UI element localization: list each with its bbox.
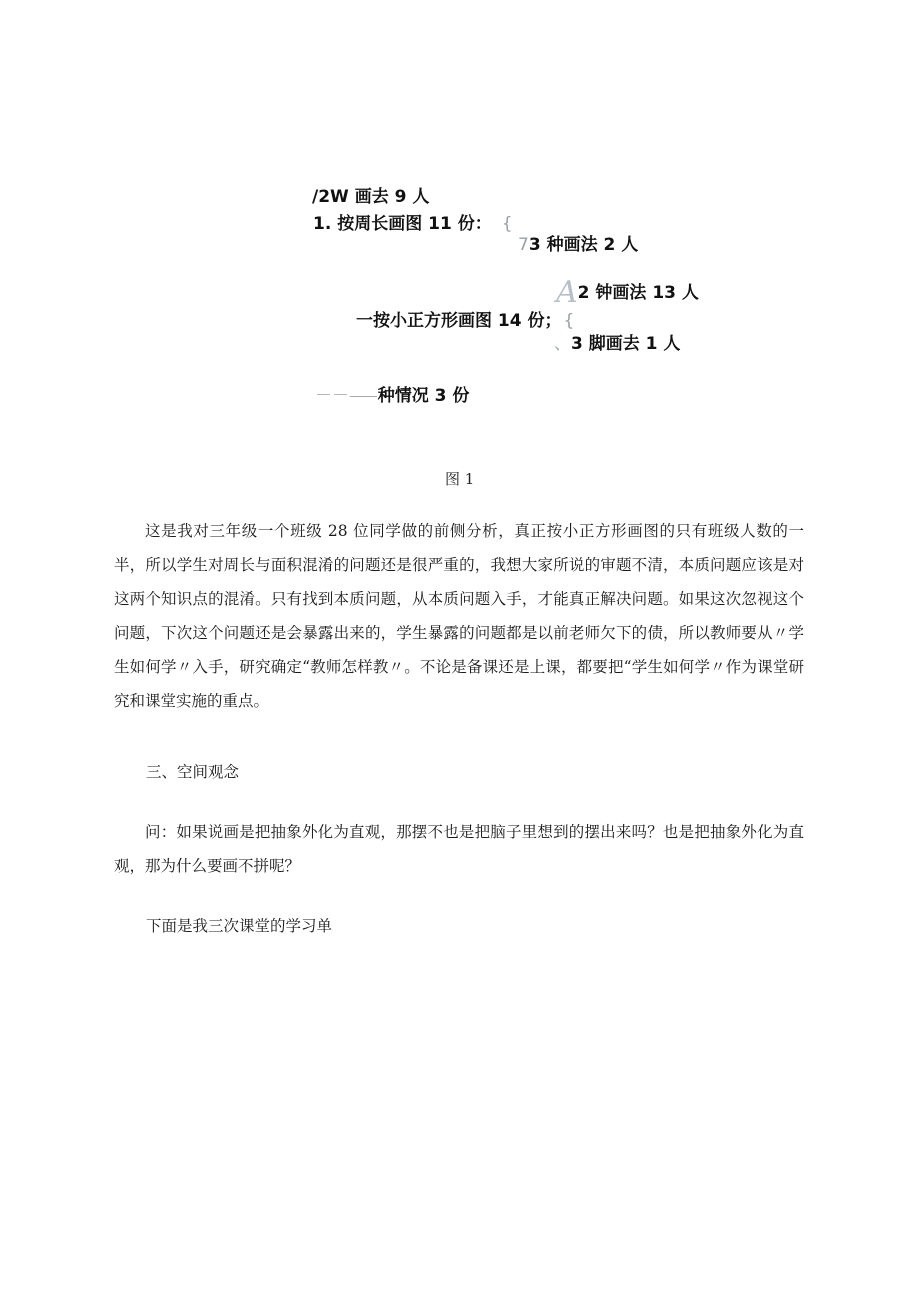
- figure-line-4-mark: A: [556, 275, 578, 310]
- figure-line-7-text: 种情况 3 份: [377, 386, 470, 406]
- figure-line-2-prefix: 1.: [313, 214, 338, 234]
- figure-line-7-dash: －－⸺: [315, 386, 378, 406]
- figure-caption: 图 1: [445, 470, 475, 488]
- figure-line-6: [554, 333, 680, 355]
- figure-line-1-text: /2W 画去 9 人: [312, 187, 430, 207]
- figure-brace-1: {: [501, 214, 513, 234]
- figure-line-3: [518, 234, 638, 256]
- section-heading-spatial: 三、空间观念: [146, 763, 240, 781]
- figure-line-3-mark: 7: [518, 235, 529, 255]
- figure-line-4: [556, 275, 699, 310]
- figure-line-6-text: 3 脚画去 1 人: [571, 334, 681, 354]
- figure-line-3-text: 3 种画法 2 人: [528, 235, 639, 255]
- figure-brace-2: {: [563, 311, 575, 331]
- paragraph-worksheet-intro: 下面是我三次课堂的学习单: [146, 917, 333, 935]
- figure-line-7: [315, 385, 469, 407]
- paragraph-question: 问：如果说画是把抽象外化为直观，那摆不也是把脑子里想到的摆出来吗？也是把抽象外化为直观，那为什么要画不拼呢？: [114, 823, 804, 875]
- paragraph-analysis: 这是我对三年级一个班级 28 位同学做的前侧分析，真正按小正方形画图的只有班级人数的一半，所以学生对周长与面积混淆的问题还是很严重的，我想大家所说的审题不清，本质问题应该是对这两个知识点的混淆。只有找到本质问题，从本质问题入手，才能真正解决问题。如果这次忽视这个问题，下次这个问题还是会暴露出来的，学生暴露的问题都是以前老师欠下的债，所以教师要从〃学生如何学〃入手，研究确定“教师怎样教〃。不论是备课还是上课，都要把“学生如何学〃作为课堂研究和课堂实施的重点。: [114, 522, 804, 710]
- figure-line-5: [356, 310, 574, 332]
- figure-line-6-mark: 、: [554, 334, 571, 354]
- figure-line-2: [313, 213, 513, 235]
- figure-line-4-text: 2 钟画法 13 人: [577, 283, 699, 303]
- figure-line-1: [312, 186, 429, 208]
- figure-line-5-text: 一按小正方形画图 14 份；: [356, 311, 562, 331]
- figure-line-2-text: 按周长画图 11 份：: [337, 214, 492, 234]
